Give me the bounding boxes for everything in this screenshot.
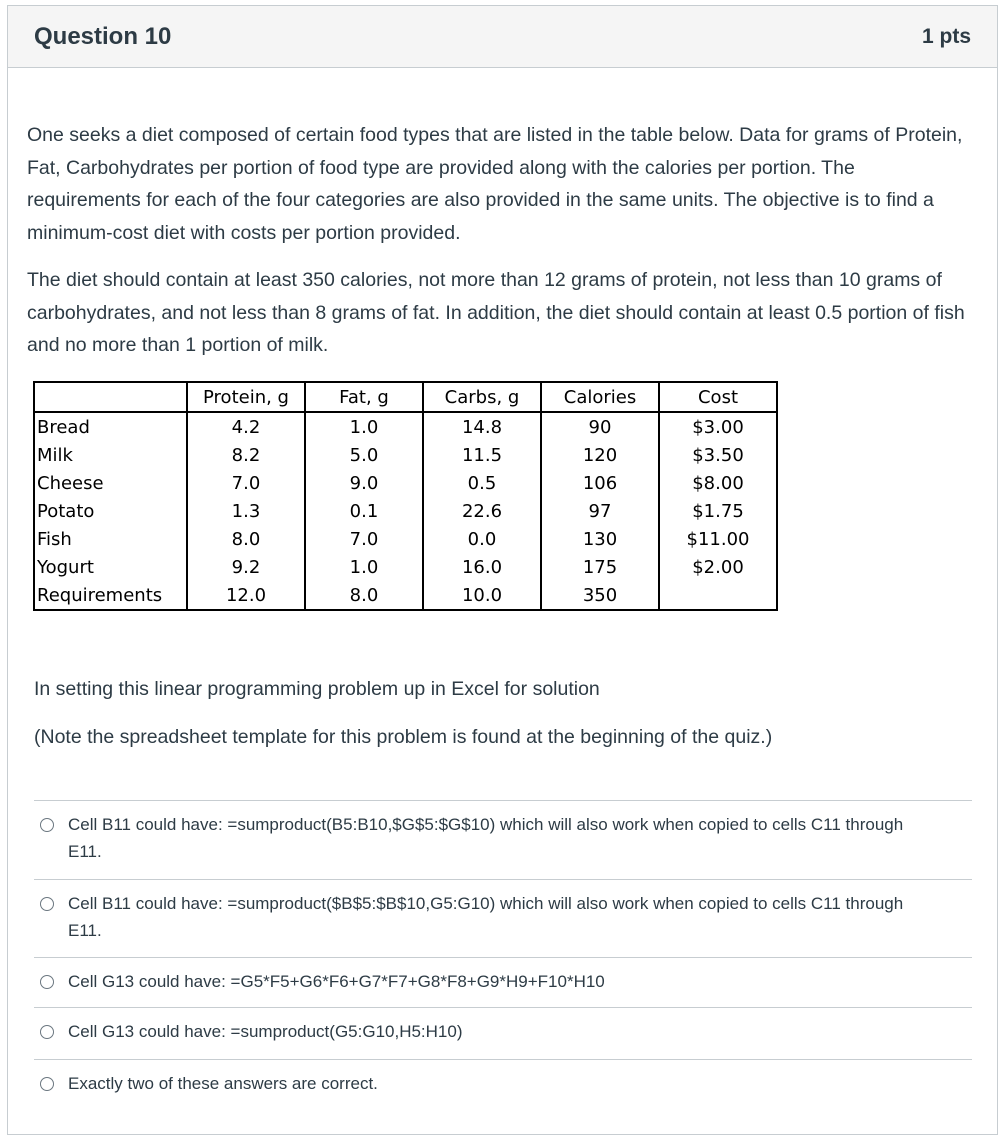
answer-option-5[interactable] <box>34 1059 972 1109</box>
table-header-cell: Carbs, g <box>423 382 541 412</box>
table-cell: 8.2 <box>187 441 305 469</box>
answer-option-3[interactable] <box>34 957 972 1007</box>
table-cell: 22.6 <box>423 497 541 525</box>
table-cell: 106 <box>541 469 659 497</box>
table-row <box>34 412 777 441</box>
table-cell: 8.0 <box>305 581 423 610</box>
table-header-cell: Fat, g <box>305 382 423 412</box>
question-paragraph-4: (Note the spreadsheet template for this problem is found at the beginning of the quiz.) <box>34 725 773 748</box>
table-cell: 350 <box>541 581 659 610</box>
table-row <box>34 581 777 610</box>
table-header-cell: Cost <box>659 382 777 412</box>
table-cell: Requirements <box>34 581 187 610</box>
radio-button[interactable] <box>40 975 54 989</box>
table-cell: 16.0 <box>423 553 541 581</box>
answer-list <box>34 800 972 1109</box>
answer-option-4[interactable] <box>34 1007 972 1059</box>
table-cell: 11.5 <box>423 441 541 469</box>
table-cell: 1.3 <box>187 497 305 525</box>
table-cell: Cheese <box>34 469 187 497</box>
question-paragraph-3: In setting this linear programming problem up in Excel for solution <box>34 678 600 700</box>
table-header-cell <box>34 382 187 412</box>
table-cell: Potato <box>34 497 187 525</box>
table-cell: 0.1 <box>305 497 423 525</box>
answer-label[interactable]: Cell G13 could have: =G5*F5+G6*F6+G7*F7+G8*F8+G9*H9+F10*H10 <box>68 972 605 991</box>
radio-button[interactable] <box>40 897 54 911</box>
table-cell: 10.0 <box>423 581 541 610</box>
table-cell: 1.0 <box>305 412 423 441</box>
table-row <box>34 553 777 581</box>
table-cell: 5.0 <box>305 441 423 469</box>
table-cell: 1.0 <box>305 553 423 581</box>
table-cell: 130 <box>541 525 659 553</box>
answer-option-2[interactable] <box>34 879 972 957</box>
table-cell: 9.0 <box>305 469 423 497</box>
table-header-cell: Protein, g <box>187 382 305 412</box>
table-cell: 97 <box>541 497 659 525</box>
table-cell: 7.0 <box>305 525 423 553</box>
table-cell: Yogurt <box>34 553 187 581</box>
question-header <box>8 6 997 68</box>
table-cell: Fish <box>34 525 187 553</box>
table-cell: 0.0 <box>423 525 541 553</box>
question-text-after-table <box>34 673 974 768</box>
table-row <box>34 525 777 553</box>
answer-label[interactable]: Exactly two of these answers are correct. <box>68 1074 378 1093</box>
question-paragraph-2: The diet should contain at least 350 calories, not more than 12 grams of protein, not less than 10 grams of carbohydrates, and not less than 8 grams of fat. In addition, the diet should contain at least 0.5 portion of fish and no more than 1 portion of milk. <box>27 269 965 356</box>
table-cell <box>659 581 777 610</box>
table-cell: 9.2 <box>187 553 305 581</box>
table-cell: 7.0 <box>187 469 305 497</box>
table-cell: $1.75 <box>659 497 777 525</box>
table-cell: Milk <box>34 441 187 469</box>
table-cell: Bread <box>34 412 187 441</box>
table-header-cell: Calories <box>541 382 659 412</box>
radio-button[interactable] <box>40 818 54 832</box>
table-cell: 0.5 <box>423 469 541 497</box>
answer-label[interactable]: Cell G13 could have: =sumproduct(G5:G10,H5:H10) <box>68 1022 463 1041</box>
table-cell: 4.2 <box>187 412 305 441</box>
answer-label[interactable]: Cell B11 could have: =sumproduct(B5:B10,$G$5:$G$10) which will also work when copied to cells C11 through E11. <box>68 815 904 861</box>
radio-button[interactable] <box>40 1077 54 1091</box>
table-cell: 12.0 <box>187 581 305 610</box>
table-cell: 90 <box>541 412 659 441</box>
diet-data-table <box>33 381 778 611</box>
table-cell: $3.00 <box>659 412 777 441</box>
table-cell: 8.0 <box>187 525 305 553</box>
table-header-row <box>34 382 777 412</box>
radio-button[interactable] <box>40 1025 54 1039</box>
table-row <box>34 497 777 525</box>
table-cell: $11.00 <box>659 525 777 553</box>
table-cell: $2.00 <box>659 553 777 581</box>
question-points: 1 pts <box>921 24 971 48</box>
table-cell: 14.8 <box>423 412 541 441</box>
question-text <box>27 119 967 362</box>
table-row <box>34 441 777 469</box>
table-cell: $8.00 <box>659 469 777 497</box>
table-row <box>34 469 777 497</box>
table-cell: 120 <box>541 441 659 469</box>
question-paragraph-1: One seeks a diet composed of certain food types that are listed in the table below. Data for grams of Protein, Fat, Carbohydrates per portion of food type are provided along with the calories per portion. The requirements for each of the four categories are also provided in the same units. The objective is to find a minimum-cost diet with costs per portion provided. <box>27 124 963 244</box>
answer-option-1[interactable] <box>34 800 972 879</box>
answer-label[interactable]: Cell B11 could have: =sumproduct($B$5:$B$10,G5:G10) which will also work when copied to cells C11 through E11. <box>68 894 904 940</box>
table-cell: 175 <box>541 553 659 581</box>
question-title: Question 10 <box>34 22 172 50</box>
table-cell: $3.50 <box>659 441 777 469</box>
